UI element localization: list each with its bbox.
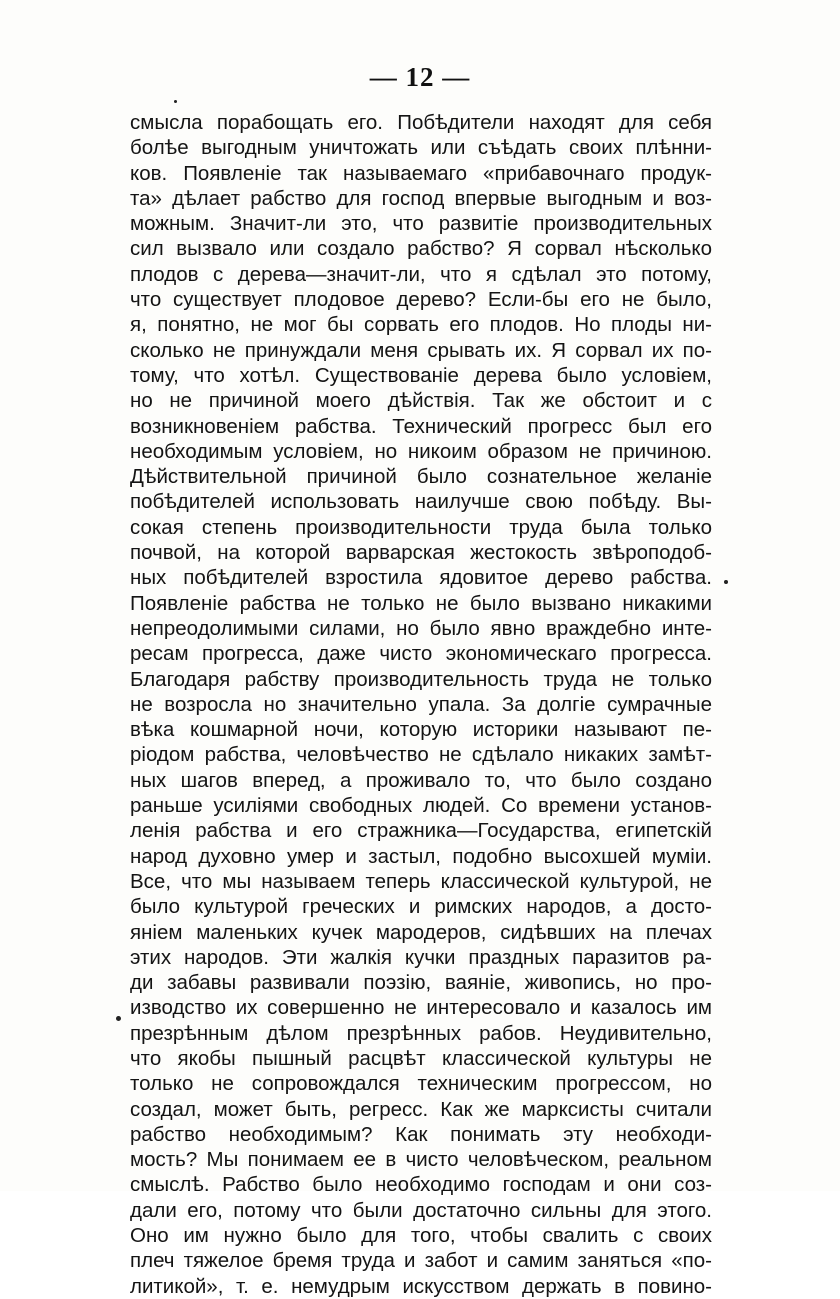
body-text: [130, 110, 712, 1299]
text-line: создал, может быть, регресс. Как же марксисты считали: [130, 1097, 712, 1121]
text-line: ленія рабства и его стражника—Государства, египетскій: [130, 819, 712, 843]
text-line: ресам прогресса, даже чисто экономическаго прогресса.: [130, 642, 712, 666]
text-line: плодов с дерева—значит-ли, что я сдѣлал это потому,: [130, 262, 712, 286]
text-line: необходимым условіем, но никоим образом не причиною.: [130, 439, 712, 463]
page-number: — 12 —: [369, 62, 471, 92]
text-line: только не сопровождался техническим прогрессом, но: [130, 1072, 712, 1096]
text-line: можным. Значит-ли это, что развитіе производительных: [130, 212, 712, 236]
text-line: ди забавы развивали поэзію, ваяніе, живопись, но про-: [130, 971, 712, 995]
text-line: возникновеніем рабства. Технический прогресс был его: [130, 414, 712, 438]
text-line: побѣдителей использовать наилучше свою побѣду. Вы-: [130, 490, 712, 514]
text-line: презрѣнным дѣлом презрѣнных рабов. Неудивительно,: [130, 1021, 712, 1045]
text-line: не возросла но значительно упала. За долгіе сумрачные: [130, 692, 712, 716]
text-line: смыслѣ. Рабство было необходимо господам и они соз-: [130, 1173, 712, 1197]
scan-speck: [174, 100, 177, 103]
text-line: почвой, на которой варварская жестокость звѣроподоб-: [130, 541, 712, 565]
text-line: изводство их совершенно не интересовало и казалось им: [130, 996, 712, 1020]
text-line: Появленіе рабства не только не было вызвано никакими: [130, 591, 712, 615]
text-line: я, понятно, не мог бы сорвать его плодов. Но плоды ни-: [130, 313, 712, 337]
text-line: народ духовно умер и застыл, подобно высохшей муміи.: [130, 844, 712, 868]
text-line: но не причиной моего дѣйствія. Так же обстоит и с: [130, 389, 712, 413]
text-line: та» дѣлает рабство для господ впервые выгодным и воз-: [130, 186, 712, 210]
text-line: смысла порабощать его. Побѣдители находят для себя: [130, 111, 712, 134]
text-line: ріодом рабства, человѣчество не сдѣлало никаких замѣт-: [130, 743, 712, 767]
text-line: сокая степень производительности труда была только: [130, 515, 712, 539]
text-line: ков. Появленіе так называемаго «прибавочнаго продук-: [130, 161, 712, 185]
text-line: Благодаря рабству производительность труда не только: [130, 667, 712, 691]
text-line: ных побѣдителей взростила ядовитое дерево рабства.: [130, 566, 712, 590]
text-line: ных шагов вперед, а проживало то, что было создано: [130, 768, 712, 792]
text-line: яніем маленьких кучек мародеров, сидѣвших на плечах: [130, 920, 712, 944]
text-line: Все, что мы называем теперь классической культурой, не: [130, 869, 712, 893]
text-line: литикой», т. е. немудрым искусством держать в повино-: [130, 1274, 712, 1298]
text-line: сколько не принуждали меня срывать их. Я сорвал их по-: [130, 338, 712, 362]
text-line: что якобы пышный расцвѣт классической культуры не: [130, 1046, 712, 1070]
text-line: мость? Мы понимаем ее в чисто человѣческом, реальном: [130, 1148, 712, 1172]
text-line: рабство необходимым? Как понимать эту необходи-: [130, 1122, 712, 1146]
text-line: тому, что хотѣл. Существованіе дерева было условіем,: [130, 363, 712, 387]
text-line: дали его, потому что были достаточно сильны для этого.: [130, 1198, 712, 1222]
text-line: этих народов. Эти жалкія кучки праздных паразитов ра-: [130, 945, 712, 969]
text-line: болѣе выгодным уничтожать или съѣдать своих плѣнни-: [130, 136, 712, 160]
scan-speck: [724, 580, 728, 584]
text-line: Дѣйствительной причиной было сознательное желаніе: [130, 465, 712, 489]
text-line: что существует плодовое дерево? Если-бы его не было,: [130, 288, 712, 312]
text-line: плеч тяжелое бремя труда и забот и самим заняться «по-: [130, 1249, 712, 1273]
text-line: было культурой греческих и римских народов, а досто-: [130, 895, 712, 919]
text-line: вѣка кошмарной ночи, которую историки называют пе-: [130, 718, 712, 742]
text-line: непреодолимыми силами, но было явно враждебно инте-: [130, 616, 712, 640]
text-line: раньше усиліями свободных людей. Со времени установ-: [130, 794, 712, 818]
text-line: сил вызвало или создало рабство? Я сорвал нѣсколько: [130, 237, 712, 261]
text-line: Оно им нужно было для того, чтобы свалить с своих: [130, 1224, 712, 1248]
scan-speck: [116, 1016, 121, 1021]
